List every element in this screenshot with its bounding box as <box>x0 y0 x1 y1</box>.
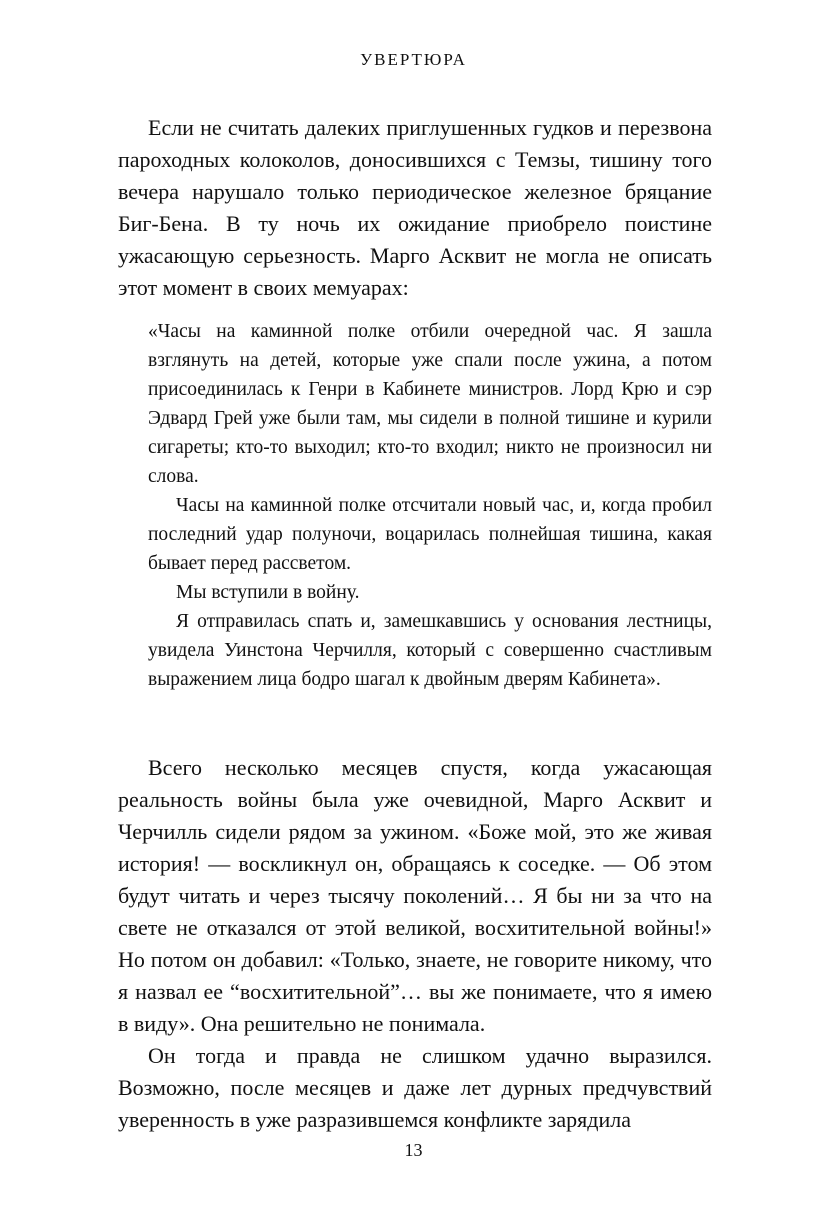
running-head: УВЕРТЮРА <box>360 50 467 69</box>
page-number: 13 <box>404 1140 423 1160</box>
paragraph: Он тогда и правда не слишком удачно выразился. Возможно, после месяцев и даже лет дурных предчувствий уверенность в уже разразившемся конфликте зарядила <box>118 1043 712 1132</box>
quote-paragraph: «Часы на каминной полке отбили очередной час. Я зашла взглянуть на детей, которые уже спали после ужина, а потом присоединилась к Генри в Кабинете министров. Лорд Крю и сэр Эдвард Грей уже были там, мы сидели в полной тишине и курили сигареты; кто-то выходил; кто-то входил; никто не произносил ни слова. <box>148 321 712 487</box>
quote-paragraph: Я отправилась спать и, замешкавшись у основания лестницы, увидела Уинстона Черчилля, который с совершенно счастливым выражением лица бодро шагал к двойным дверям Кабинета». <box>148 611 712 690</box>
paragraph: Всего несколько месяцев спустя, когда ужасающая реальность войны была уже очевидной, Марго Асквит и Черчилль сидели рядом за ужином. «Боже мой, это же живая история! — воскликнул он, обращаясь к соседке. — Об этом будут читать и через тысячу поколений… Я бы ни за что на свете не отказался от этой великой, восхитительной войны!» Но потом он добавил: «Только, знаете, не говорите никому, что я назвал ее “восхитительной”… вы же понимаете, что я имею в виду». Она решительно не понимала. <box>118 755 712 1036</box>
body-text-bottom <box>118 752 712 1136</box>
body-text-top <box>118 112 712 304</box>
quote-paragraph: Часы на каминной полке отсчитали новый час, и, когда пробил последний удар полуночи, воцарилась полнейшая тишина, какая бывает перед рассветом. <box>148 495 712 574</box>
quote-paragraph: Мы вступили в войну. <box>176 582 360 603</box>
paragraph: Если не считать далеких приглушенных гудков и перезвона пароходных колоколов, доносившихся с Темзы, тишину того вечера нарушало только периодическое железное бряцание Биг-Бена. В ту ночь их ожидание приобрело поистине ужасающую серьезность. Марго Асквит не могла не описать этот момент в своих мемуарах: <box>118 115 712 300</box>
block-quote <box>148 317 712 694</box>
